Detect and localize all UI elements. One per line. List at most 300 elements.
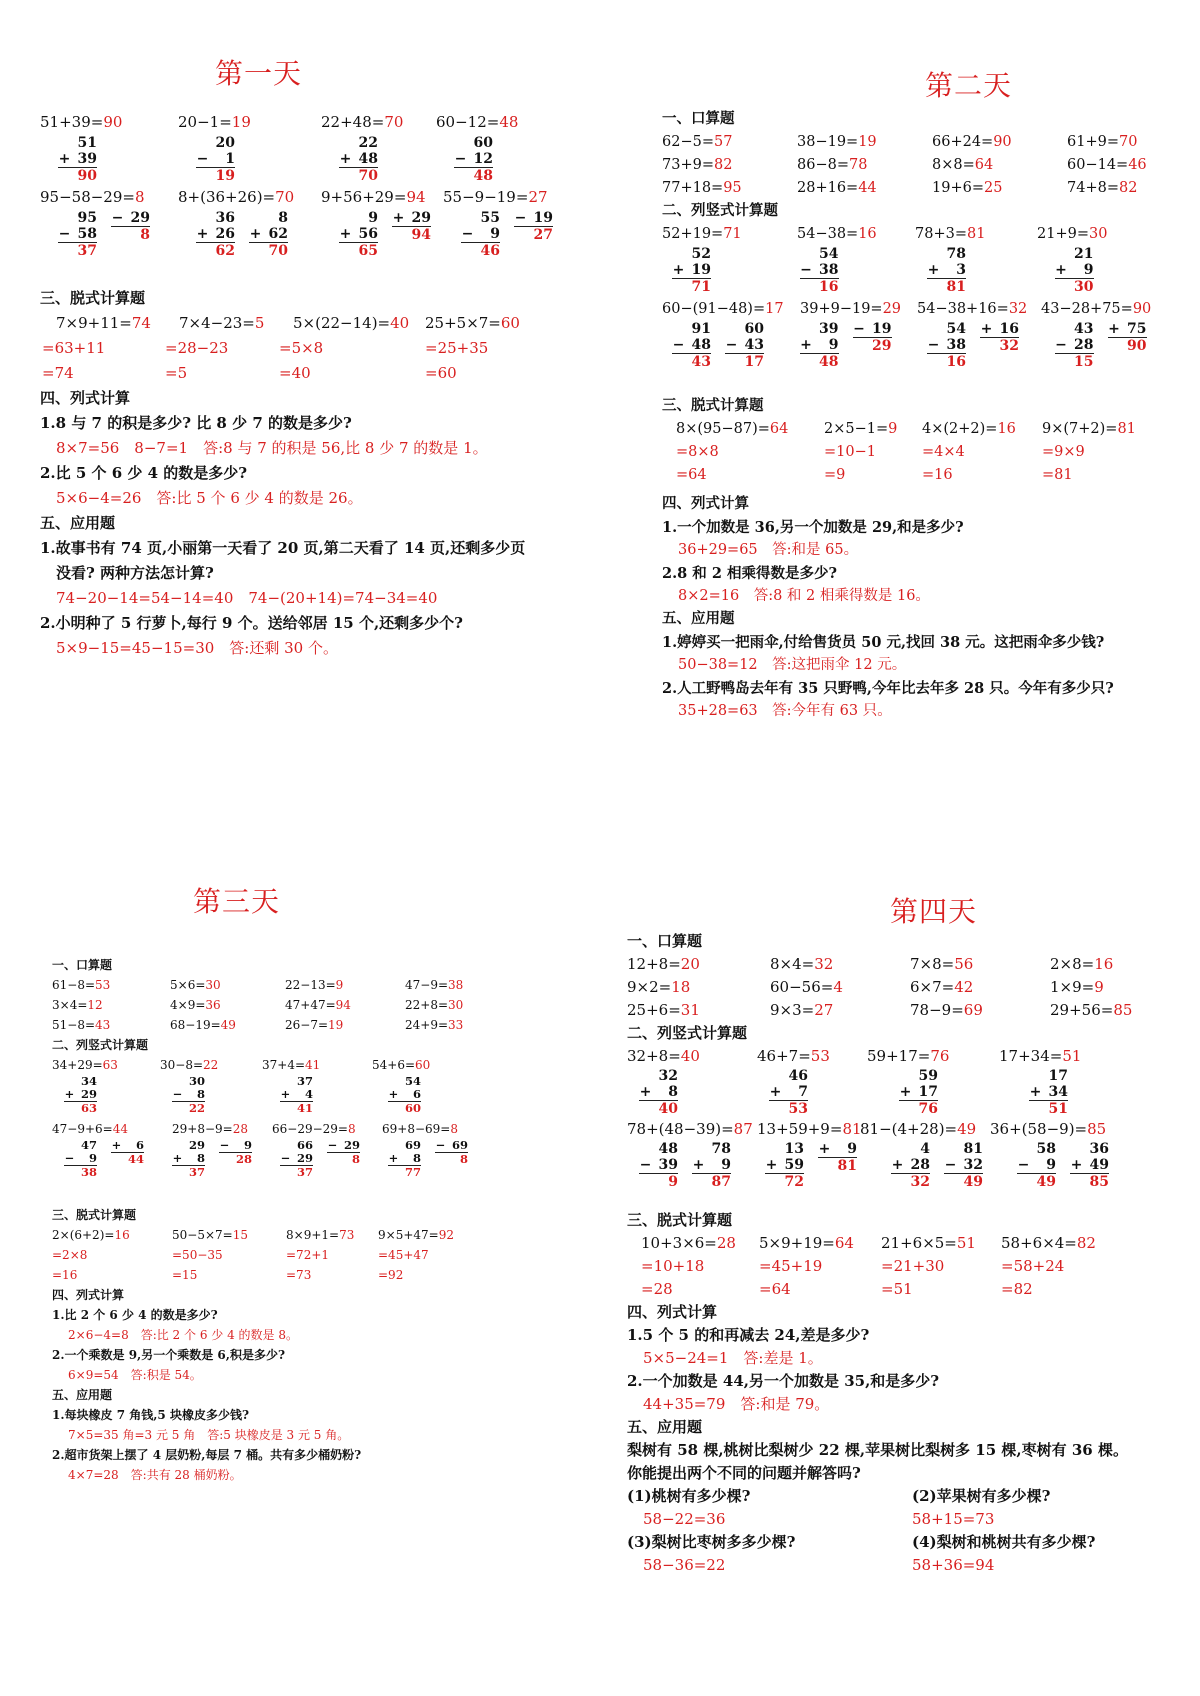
day1-title: 第一天 [215,57,303,90]
question: 2.一个乘数是 9,另一个乘数是 6,积是多少? [52,1348,285,1362]
answer-value: 16 [997,421,1016,437]
expression: 29+8−9= [172,1122,233,1136]
vertical-calculation [58,210,196,286]
expression: 66−29−29= [272,1122,348,1136]
result-number: 32 [910,1174,930,1190]
question: 梨树有 58 棵,桃树比梨树少 22 棵,苹果树比梨树多 15 棵,枣树有 36 棵。 [627,1441,1128,1459]
vertical-step [853,321,892,354]
result-number: 48 [819,354,839,370]
blank [392,227,405,243]
vertical-calculation [899,1068,1029,1118]
answer-value: 81 [1117,421,1136,437]
operator-sign: + [1055,262,1067,278]
equation [770,953,910,976]
vertical-step [339,135,378,184]
answer: 4×7=28 答:共有 28 桶奶粉。 [68,1468,242,1482]
day2-title: 第二天 [925,69,1013,102]
blank [1055,354,1068,370]
vertical-calculation [672,246,800,298]
sub-answer: 58+36=94 [912,1556,995,1574]
answer-value: 81 [966,226,986,242]
result-number: 81 [837,1158,857,1174]
oral-row [52,975,522,995]
answer-value: 32 [814,955,834,973]
blank [672,279,685,295]
result-number: 40 [658,1101,678,1117]
top-number: 60 [473,135,493,151]
expression: 51−8= [52,1018,96,1032]
equation [52,1225,172,1245]
blank [196,135,209,151]
blank [725,321,738,337]
step-line: =60 [425,364,457,382]
question: 1.8 与 7 的积是多少? 比 8 少 7 的数是多少? [40,414,352,432]
answer: 7×5=35 角=3 元 5 角 答:5 块橡皮是 3 元 5 角。 [68,1428,350,1442]
equation [172,1119,272,1139]
second-number: 29 [343,1138,360,1152]
blank [927,246,940,262]
second-number: 29 [80,1087,97,1101]
second-number: 19 [872,321,892,337]
expression: 54+6= [372,1058,416,1072]
blank [172,1102,183,1115]
operator-sign: − [219,1138,230,1152]
day4-vertical-row [639,1068,1187,1118]
expression: 47−9= [405,978,449,992]
answer-value: 92 [438,1228,454,1242]
oral-row [662,154,1182,177]
equation [999,1045,1081,1068]
blank [1108,338,1121,354]
section-heading: 一、口算题 [627,932,703,950]
top-number: 37 [296,1074,313,1088]
result-number: 70 [268,243,288,259]
answer-value: 9 [1094,978,1104,996]
top-number: 21 [1074,246,1094,262]
expression: 61+9= [1067,134,1119,150]
section-heading: 三、脱式计算题 [662,398,764,414]
second-number: 17 [918,1084,938,1100]
answer-value: 19 [328,1018,344,1032]
answer: 8×7=56 8−7=1 答:8 与 7 的积是 56,比 8 少 7 的数是 1。 [56,439,488,457]
step-line: =5×8 [279,339,324,357]
expression: 2×8= [1050,955,1095,973]
blank [58,210,71,226]
operator-sign: + [64,1087,75,1101]
blank [461,243,474,259]
blank [454,135,467,151]
expression: 25+6= [627,1001,681,1019]
expression: 66+24= [932,134,994,150]
answer-value: 85 [1113,1001,1133,1019]
blank [765,1141,778,1157]
result-number: 49 [1036,1174,1056,1190]
expression: 60−14= [1067,157,1129,173]
equation [662,154,797,177]
equation [881,1232,1001,1255]
expression: 9×(7+2)= [1042,421,1118,437]
vertical-calculation [927,321,1055,395]
answer-value: 27 [814,1001,834,1019]
blank [639,1068,652,1084]
vertical-step [944,1141,983,1190]
second-number: 9 [490,226,500,242]
blank [388,1166,399,1179]
equation [797,177,932,200]
vertical-step [58,210,97,259]
expression: 24+9= [405,1018,449,1032]
second-number: 8 [196,1087,205,1101]
answer: 8×2=16 答:8 和 2 相乘得数是 16。 [678,588,930,604]
operator-sign: − [461,226,474,242]
top-number: 55 [480,210,500,226]
operator-sign: + [980,321,993,337]
step-row: =2×8 =50−35 =72+1 =45+47 [52,1245,522,1265]
step-row: =28 =64 =51 =82 [641,1278,1187,1301]
equation [170,995,285,1015]
result-number: 37 [296,1165,313,1179]
step-row [40,311,600,336]
sub-question-row [627,1531,1187,1554]
answer: 36+29=65 答:和是 65。 [678,542,859,558]
vertical-calculation [1055,246,1183,298]
expression: 8×8= [932,157,975,173]
result-number: 17 [744,354,764,370]
top-number: 54 [946,321,966,337]
answer-value: 36 [205,998,221,1012]
equation [800,298,917,321]
expression: 21+6×5= [881,1234,957,1252]
blank [58,168,71,184]
oral-row [52,995,522,1015]
result-number: 37 [77,243,97,259]
blank [927,354,940,370]
operator-sign: + [339,151,352,167]
question: 2.8 和 2 相乘得数是多少? [662,565,837,582]
result-number: 9 [668,1174,678,1190]
vertical-step [1017,1141,1056,1190]
operator-sign: + [899,1084,912,1100]
top-number: 36 [215,210,235,226]
section-heading: 四、列式计算 [40,389,131,407]
operator-sign: − [327,1138,338,1152]
blank [339,135,352,151]
expression: 46+7= [757,1047,811,1065]
expression: 6×7= [910,978,955,996]
operator-sign: + [672,262,685,278]
blank [435,1153,446,1166]
vertical-step [899,1068,938,1117]
equation [262,1055,372,1075]
question: 2.比 5 个 6 少 4 的数是多少? [40,464,248,482]
equation [160,1055,262,1075]
result-number: 62 [215,243,235,259]
question: 1.5 个 5 的和再减去 24,差是多少? [627,1326,870,1344]
vertical-step [249,210,288,259]
vertical-calculation [639,1068,769,1118]
equation [757,1045,867,1068]
operator-sign: + [388,1151,399,1165]
expression: 78+(48−39)= [627,1120,734,1138]
operator-sign: − [1055,337,1067,353]
day4-vertical-questions [627,1118,1187,1141]
second-number: 29 [411,210,431,226]
equation [285,995,405,1015]
step-line: =21+30 [881,1257,945,1275]
day2-vertical-questions [662,298,1182,321]
blank [1055,279,1068,295]
operator-sign: − [639,1157,652,1173]
blank [1070,1174,1083,1190]
blank [944,1141,957,1157]
equation [662,223,797,246]
operator-sign: + [172,1151,183,1165]
vertical-step [927,321,966,370]
second-number: 75 [1127,321,1147,337]
vertical-step [280,1139,313,1179]
blank [58,243,71,259]
vertical-calculation [64,1075,172,1119]
second-number: 43 [744,337,764,353]
operator-sign: − [672,337,685,353]
blank [639,1174,652,1190]
operator-sign: − [1017,1157,1030,1173]
vertical-calculation [769,1068,899,1118]
vertical-step [692,1141,731,1190]
second-number: 29 [296,1151,313,1165]
step-row [641,1232,1187,1255]
result-number: 46 [480,243,500,259]
second-number: 4 [304,1087,313,1101]
vertical-step [111,1139,144,1166]
expression: 4×9= [170,998,206,1012]
vertical-step [392,210,431,243]
answer-value: 64 [834,1234,854,1252]
top-number: 30 [188,1074,205,1088]
step-row [40,336,600,361]
operator-sign: + [765,1157,778,1173]
top-number: 66 [296,1138,313,1152]
vertical-calculation [388,1075,496,1119]
day1-vertical-row [58,210,600,286]
equation [662,131,797,154]
answer: 50−38=12 答:这把雨伞 12 元。 [678,657,907,673]
second-number: 28 [910,1157,930,1173]
result-number: 41 [296,1101,313,1115]
equation [915,223,1037,246]
second-number: 8 [668,1084,678,1100]
answer-value: 42 [954,978,974,996]
second-number: 12 [473,151,493,167]
equation: 95−58−29=8 [40,188,145,206]
top-number: 32 [658,1068,678,1084]
answer-value: 31 [680,1001,700,1019]
result-number: 16 [819,279,839,295]
step-row: =10+18 =45+19 =21+30 =58+24 [641,1255,1187,1278]
equation [1067,131,1137,154]
operator-sign: + [196,226,209,242]
equation [917,298,1041,321]
equation: 5×(22−14)=40 [293,314,410,332]
blank [196,243,209,259]
result-number: 32 [999,338,1019,354]
section-heading: 三、脱式计算题 [40,289,146,307]
vertical-calculation [64,1139,172,1205]
day4-step-block [627,1232,1187,1301]
section-heading: 三、脱式计算题 [627,1211,733,1229]
day4-title: 第四天 [890,895,978,928]
answer-value: 33 [448,1018,464,1032]
vertical-step [672,321,711,370]
equation [372,1055,430,1075]
blank [1029,1101,1042,1117]
step-row [40,361,600,386]
blank [891,1174,904,1190]
blank [1055,246,1068,262]
expression: 30−8= [160,1058,204,1072]
second-number: 56 [358,226,378,242]
answer-value: 17 [765,301,784,317]
answer-value: 49 [957,1120,977,1138]
equation [52,975,170,995]
vertical-calculation [339,210,461,286]
top-number: 39 [819,321,839,337]
expression: 60−56= [770,978,834,996]
answer-value: 82 [713,157,733,173]
top-number: 13 [784,1141,804,1157]
equation: 55−9−19=27 [443,188,548,206]
result-number: 94 [411,227,431,243]
operator-sign: + [392,210,405,226]
expression: 26−7= [285,1018,329,1032]
second-number: 32 [963,1157,983,1173]
equation [797,154,932,177]
result-number: 77 [404,1165,421,1179]
blank [765,1174,778,1190]
answer-value: 20 [680,955,700,973]
top-number: 34 [80,1074,97,1088]
expression: 29+56= [1050,1001,1114,1019]
equation [405,975,463,995]
blank [196,210,209,226]
vertical-calculation [1029,1068,1159,1118]
equation [770,999,910,1022]
equation [757,1118,860,1141]
answer: 5×5−24=1 答:差是 1。 [643,1349,823,1367]
equation [824,418,922,441]
blank [64,1166,75,1179]
day3-oral-grid [52,975,522,1035]
vertical-step [64,1139,97,1179]
answer-value: 63 [102,1058,118,1072]
vertical-step [196,135,235,184]
blank [800,246,813,262]
vertical-calculation [1017,1141,1143,1209]
equation [627,1045,757,1068]
step-line: =51 [881,1280,913,1298]
top-number: 36 [1089,1141,1109,1157]
blank [672,354,685,370]
answer-value: 78 [848,157,868,173]
expression: 28+16= [797,180,859,196]
vertical-step [1055,321,1094,370]
expression: 1×9= [1050,978,1095,996]
operator-sign: + [800,337,812,353]
result-number: 38 [80,1165,97,1179]
result-number: 8 [459,1152,468,1166]
top-number: 51 [77,135,97,151]
section-heading: 五、应用题 [40,514,116,532]
top-number: 47 [80,1138,97,1152]
operator-sign: + [1070,1157,1083,1173]
day3-section [52,955,522,1485]
step-line: =8×8 [676,444,719,460]
answer-value: 49 [220,1018,236,1032]
second-number: 19 [691,262,711,278]
top-number: 29 [188,1138,205,1152]
vertical-step [172,1139,205,1179]
answer-value: 40 [680,1047,700,1065]
operator-sign: − [64,1151,75,1165]
equation [286,1225,378,1245]
answer-value: 30 [1088,226,1108,242]
vertical-calculation [1055,321,1183,395]
top-number: 17 [1048,1068,1068,1084]
answer: 74−20−14=54−14=40 74−(20+14)=74−34=40 [56,589,438,607]
second-number: 9 [1046,1157,1056,1173]
step-row: =16 =15 =73 =92 [52,1265,522,1285]
step-line: =2×8 [52,1248,88,1262]
vertical-calculation [58,135,196,185]
result-number: 65 [358,243,378,259]
vertical-step [64,1075,97,1115]
vertical-calculation [800,321,928,395]
expression: 22+8= [405,998,449,1012]
equation [627,999,770,1022]
answer: 35+28=63 答:今年有 63 只。 [678,703,892,719]
vertical-step [280,1075,313,1115]
step-line: =4×4 [922,444,965,460]
answer-value: 64 [974,157,994,173]
day4-section [627,930,1187,1577]
vertical-calculation [672,321,800,395]
day4-vertical-row [639,1141,1187,1209]
step-line: =10−1 [824,444,876,460]
day3-step-block [52,1225,522,1285]
expression: 5×9+19= [759,1234,835,1252]
sub-answer-row [627,1508,1187,1531]
answer-value: 70 [1118,134,1138,150]
question: 1.一个加数是 36,另一个加数是 29,和是多少? [662,519,964,536]
vertical-step [514,210,553,243]
expression: 2×(6+2)= [52,1228,115,1242]
vertical-step [639,1141,678,1190]
second-number: 28 [1074,337,1094,353]
result-number: 37 [188,1165,205,1179]
operator-sign: − [800,262,812,278]
equation [797,223,915,246]
blank [249,243,262,259]
expression: 32+8= [627,1047,681,1065]
answer-value: 81 [842,1120,862,1138]
expression: 7×8= [910,955,955,973]
question: 2.一个加数是 44,另一个加数是 35,和是多少? [627,1372,940,1390]
vertical-step [388,1139,421,1179]
answer-value: 41 [305,1058,321,1072]
expression: 60−(91−48)= [662,301,766,317]
result-number: 22 [188,1101,205,1115]
second-number: 58 [77,226,97,242]
